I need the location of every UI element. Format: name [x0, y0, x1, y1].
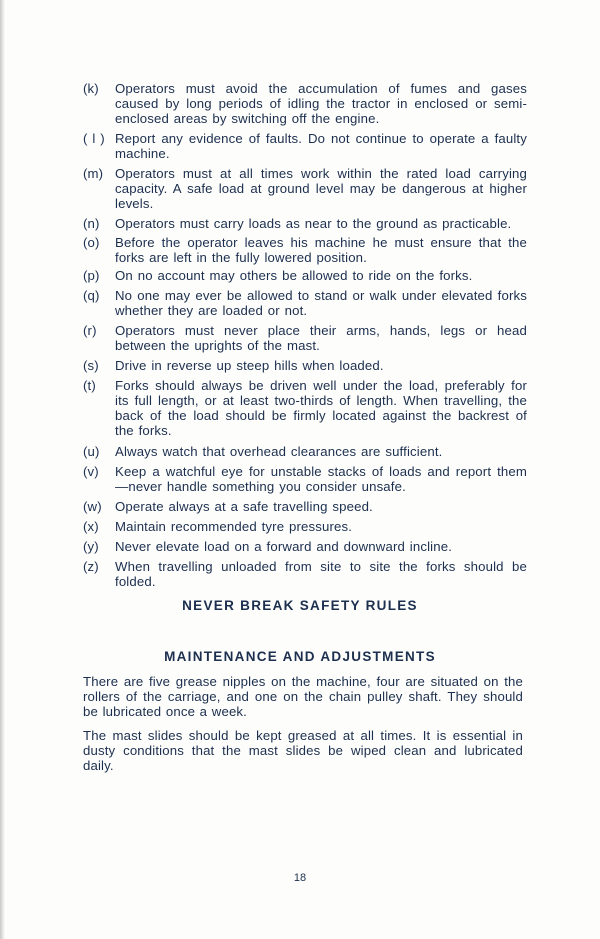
item-text: Operate always at a safe travelling speed.	[115, 499, 373, 514]
list-item	[83, 358, 527, 373]
list-item	[83, 216, 527, 231]
item-letter: (r)	[83, 323, 97, 338]
list-item	[83, 235, 527, 265]
item-text: Operators must carry loads as near to the ground as practicable.	[115, 216, 512, 231]
item-text: Never elevate load on a forward and downward incline.	[115, 539, 453, 554]
maintenance-paragraph-grease: There are five grease nipples on the machine, four are situated on the rollers of the carriage, and one on the chain pulley shaft. They should be lubricated once a week.	[83, 674, 523, 719]
list-item	[83, 444, 527, 459]
page-number: 18	[293, 872, 307, 884]
item-letter: (k)	[83, 81, 99, 96]
list-item	[83, 131, 527, 161]
list-item	[83, 519, 527, 534]
item-letter: (w)	[83, 499, 102, 514]
item-text: On no account may others be allowed to ride on the forks.	[115, 268, 473, 283]
item-letter: (q)	[83, 288, 100, 303]
item-letter: (v)	[83, 464, 99, 479]
safety-heading: NEVER BREAK SAFETY RULES	[182, 598, 418, 613]
item-letter: (t)	[83, 378, 96, 393]
list-item	[83, 559, 527, 589]
list-item	[83, 464, 527, 494]
item-text: Forks should always be driven well under the load, preferably for its full length, or at least two-thirds of length. When travelling, the back of the load should be firmly located against the backrest of the forks.	[115, 378, 527, 438]
item-text: Report any evidence of faults. Do not continue to operate a faulty machine.	[115, 131, 527, 161]
list-item	[83, 499, 527, 514]
item-letter: (p)	[83, 268, 100, 283]
item-letter: (y)	[83, 539, 99, 554]
item-text: Operators must avoid the accumulation of fumes and gases caused by long periods of idling the tractor in enclosed or semi-enclosed areas by switching off the engine.	[115, 81, 527, 126]
item-text: Always watch that overhead clearances are sufficient.	[115, 444, 443, 459]
item-letter: ( l )	[83, 131, 105, 146]
list-item	[83, 323, 527, 353]
item-letter: (u)	[83, 444, 100, 459]
list-item	[83, 378, 527, 438]
list-item	[83, 166, 527, 211]
maintenance-heading: MAINTENANCE AND ADJUSTMENTS	[164, 649, 436, 664]
item-letter: (m)	[83, 166, 104, 181]
item-letter: (o)	[83, 235, 100, 250]
item-text: Keep a watchful eye for unstable stacks of loads and report them —never handle something you consider unsafe.	[115, 464, 527, 494]
list-item	[83, 81, 527, 126]
list-item	[83, 539, 527, 554]
item-text: When travelling unloaded from site to site the forks should be folded.	[115, 559, 527, 589]
page-edge-shadow	[0, 0, 5, 939]
list-item	[83, 268, 527, 283]
item-text: Maintain recommended tyre pressures.	[115, 519, 353, 534]
item-text: Operators must never place their arms, hands, legs or head between the uprights of the mast.	[115, 323, 527, 353]
item-letter: (n)	[83, 216, 100, 231]
item-letter: (z)	[83, 559, 99, 574]
item-text: Drive in reverse up steep hills when loaded.	[115, 358, 384, 373]
item-text: No one may ever be allowed to stand or walk under elevated forks whether they are loaded or not.	[115, 288, 527, 318]
item-text: Operators must at all times work within the rated load carrying capacity. A safe load at ground level may be dangerous at higher levels.	[115, 166, 527, 211]
item-text: Before the operator leaves his machine he must ensure that the forks are left in the fully lowered position.	[115, 235, 527, 265]
item-letter: (s)	[83, 358, 99, 373]
maintenance-paragraph-mast: The mast slides should be kept greased at all times. It is essential in dusty conditions that the mast slides be wiped clean and lubricated daily.	[83, 728, 523, 773]
list-item	[83, 288, 527, 318]
item-letter: (x)	[83, 519, 99, 534]
